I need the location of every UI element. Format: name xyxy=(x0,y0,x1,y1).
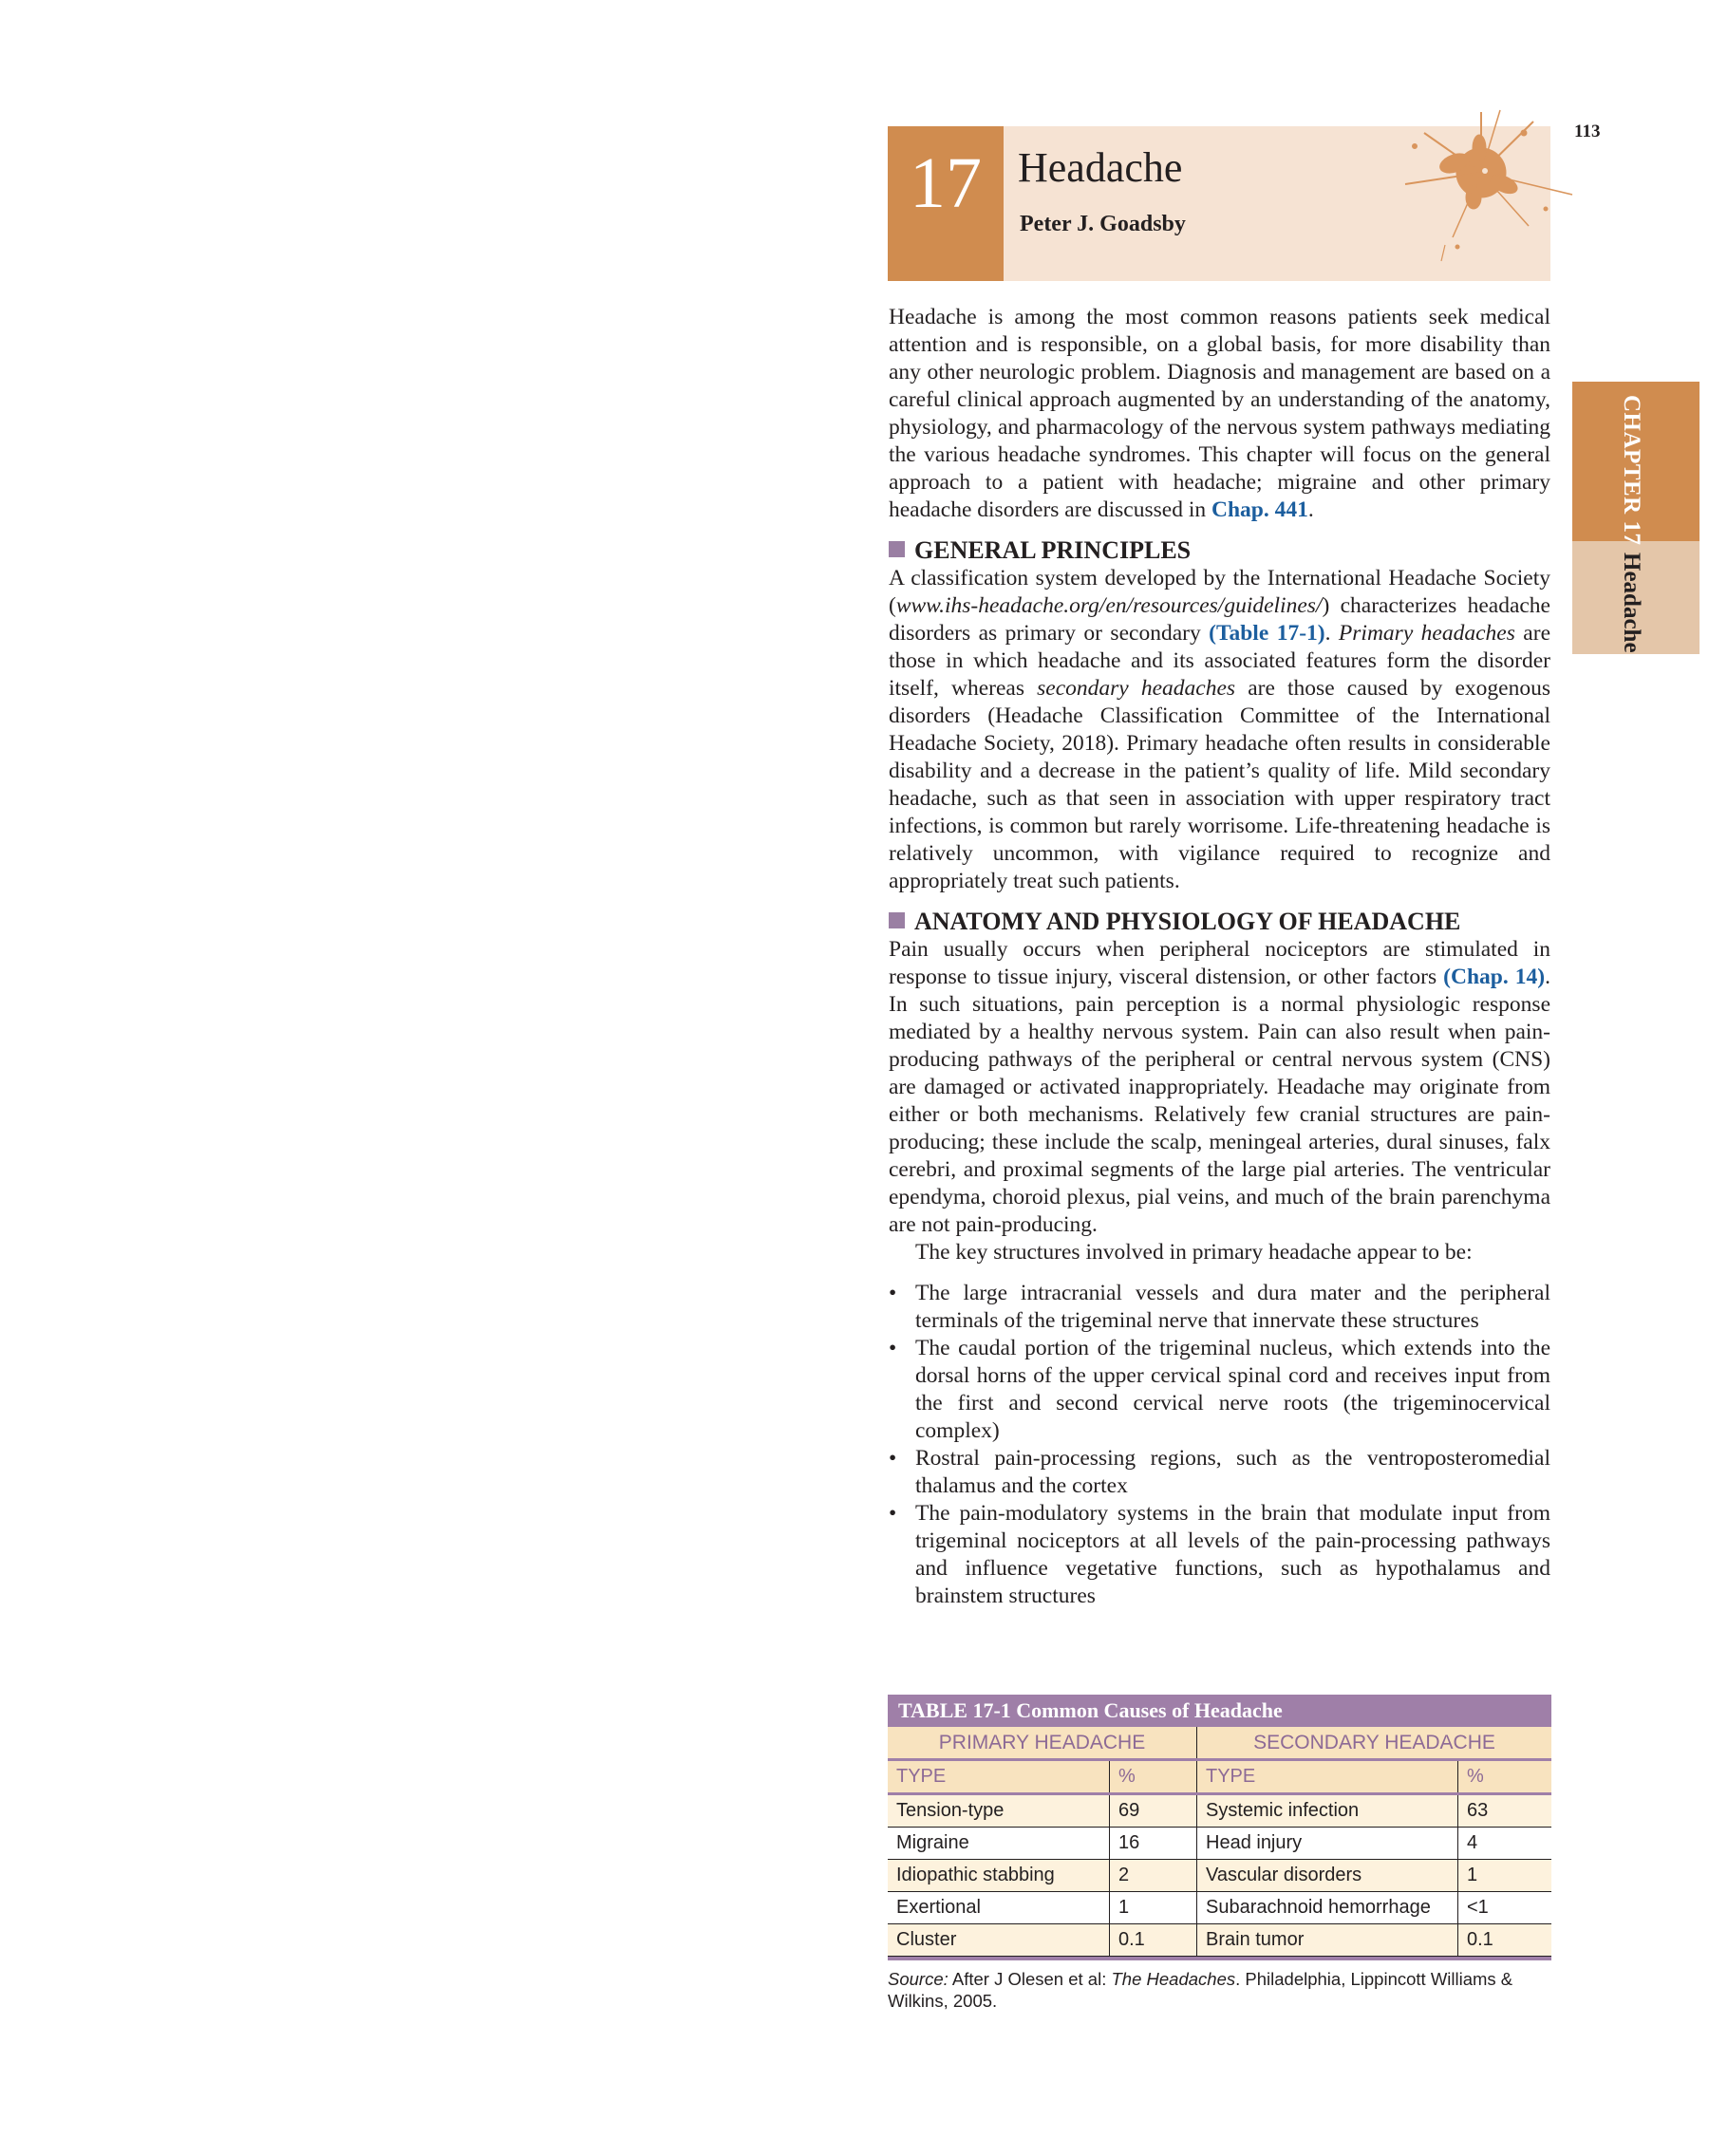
page-number: 113 xyxy=(1574,122,1601,141)
key-structures-list xyxy=(889,1280,1550,1610)
col-pct-primary: % xyxy=(1110,1761,1197,1792)
table-title: TABLE 17-1 Common Causes of Headache xyxy=(888,1695,1551,1727)
col-type-primary: TYPE xyxy=(888,1761,1110,1792)
list-item: • The large intracranial vessels and dura mater and the peripheral terminals of the trigeminal nerve that innervate these structures xyxy=(889,1280,1550,1335)
general-principles-paragraph: A classification system developed by the International Headache Society (www.ihs-headache.org/en/resources/guidelines/) characterizes headache disorders as primary or secondary (Table 17-1). Primary headaches are those in which headache and its associated features form the disorder itself, whereas secondary headaches are those caused by exogenous disorders (Headache Classification Committee of the International Headache Society, 2018). Primary headache often results in considerable disability and a decrease in the patient’s quality of life. Mild secondary headache, such as that seen in association with upper respiratory tract infections, is common but rarely worrisome. Life-threatening headache is relatively uncommon, with vigilance required to recognize and appropriately treat such patients. xyxy=(889,566,1550,893)
chapter-number-box xyxy=(888,126,1004,281)
ihs-url[interactable]: www.ihs-headache.org/en/resources/guidelines/ xyxy=(895,593,1323,618)
table-17-1 xyxy=(888,1695,1551,2012)
table-row: Migraine 16 Head injury 4 xyxy=(888,1828,1551,1860)
table-column-header xyxy=(888,1758,1551,1795)
heading-general-principles: GENERAL PRINCIPLES xyxy=(889,536,1550,565)
list-item: • The caudal portion of the trigeminal nucleus, which extends into the dorsal horns of the upper cervical spinal cord and receives input from the first and second cervical nerve roots (the trigeminocervical complex) xyxy=(889,1335,1550,1445)
intro-paragraph: Headache is among the most common reasons patients seek medical attention and is responsible, on a global basis, for more disability than any other neurologic problem. Diagnosis and management are based on a careful clinical approach augmented by an understanding of the anatomy, physiology, and pharmacology of the nervous system pathways mediating the various headache syndromes. This chapter will focus on the general approach to a patient with headache; migraine and other primary headache disorders are discussed in Chap. 441. xyxy=(889,305,1550,522)
side-tab-chapter: CHAPTER 17 xyxy=(1619,395,1644,546)
col-type-secondary: TYPE xyxy=(1197,1761,1458,1792)
heading-anatomy: ANATOMY AND PHYSIOLOGY OF HEADACHE xyxy=(889,908,1550,936)
chapter-body xyxy=(889,304,1550,1610)
col-pct-secondary: % xyxy=(1467,1766,1484,1787)
primary-headache-header: PRIMARY HEADACHE xyxy=(888,1727,1197,1758)
table-row: Idiopathic stabbing 2 Vascular disorders 1 xyxy=(888,1860,1551,1892)
secondary-headache-header: SECONDARY HEADACHE xyxy=(1253,1732,1495,1753)
table-row: Tension-type 69 Systemic infection 63 xyxy=(888,1795,1551,1828)
chapter-author: Peter J. Goadsby xyxy=(1020,212,1186,236)
ink-splat-icon xyxy=(1386,104,1576,266)
table-source-note: Source: After J Olesen et al: The Headaches. Philadelphia, Lippincott Williams & Wilkins, 2005. xyxy=(888,1969,1513,2011)
side-tab-title: Headache xyxy=(1619,553,1644,653)
table-17-1-link[interactable]: (Table 17-1) xyxy=(1209,621,1325,646)
table-group-header xyxy=(888,1727,1551,1758)
list-item: • Rostral pain-processing regions, such as the ventroposteromedial thalamus and the cortex xyxy=(889,1445,1550,1500)
table-row: Cluster 0.1 Brain tumor 0.1 xyxy=(888,1924,1551,1957)
list-item: • The pain-modulatory systems in the brain that modulate input from trigeminal nociceptors at all levels of the pain-processing pathways and influence vegetative functions, such as hypothalamus and brainstem structures xyxy=(889,1500,1550,1610)
chapter-side-tab xyxy=(1572,382,1700,654)
anatomy-paragraph: Pain usually occurs when peripheral nociceptors are stimulated in response to tissue injury, visceral distension, or other factors (Chap. 14). In such situations, pain perception is a normal physiologic response mediated by a healthy nervous system. Pain can also result when pain-producing pathways of the peripheral or central nervous system (CNS) are damaged or activated inappropriately. Headache may originate from either or both mechanisms. Relatively few cranial structures are pain-producing; these include the scalp, meningeal arteries, dural sinuses, falx cerebri, and proximal segments of the large pial arteries. The ventricular ependyma, choroid plexus, pial veins, and much of the brain parenchyma are not pain-producing. xyxy=(889,937,1550,1237)
table-row: Exertional 1 Subarachnoid hemorrhage <1 xyxy=(888,1892,1551,1924)
square-bullet-icon xyxy=(889,912,905,928)
chapter-14-link[interactable]: (Chap. 14) xyxy=(1443,965,1546,989)
table-bottom-rule xyxy=(888,1957,1551,1960)
chapter-title: Headache xyxy=(1018,144,1183,191)
square-bullet-icon xyxy=(889,541,905,557)
chapter-number: 17 xyxy=(910,143,982,223)
chapter-441-link[interactable]: Chap. 441 xyxy=(1211,497,1308,522)
key-structures-lead: The key structures involved in primary headache appear to be: xyxy=(915,1240,1473,1265)
